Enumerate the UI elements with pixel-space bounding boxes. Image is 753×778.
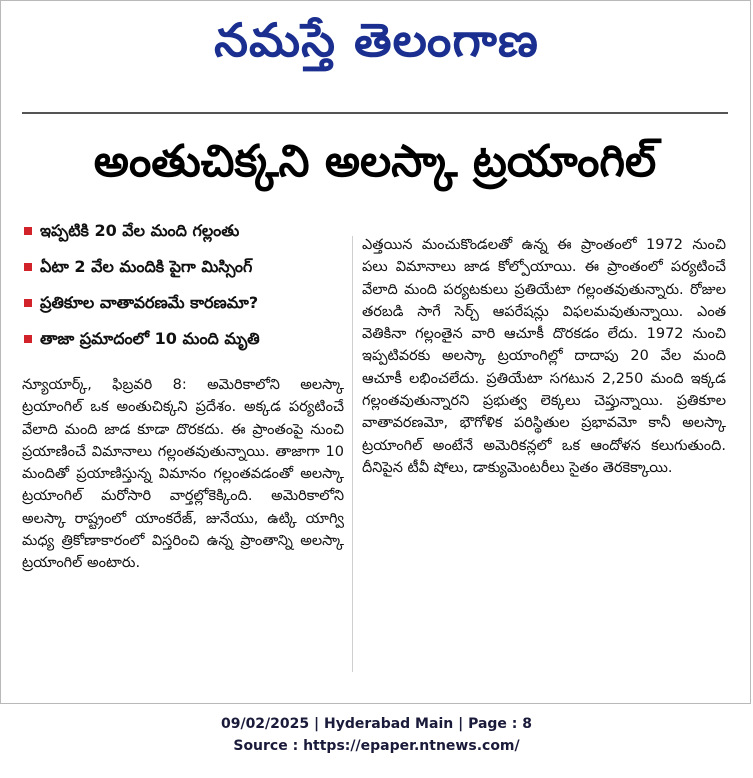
highlights-list: [22, 216, 344, 360]
article-headline: అంతుచిక్కని అలస్కా ట్రయాంగిల్: [93, 136, 657, 187]
bullet-square-icon: [24, 335, 32, 343]
bullet-square-icon: [24, 299, 32, 307]
bullet-square-icon: [24, 263, 32, 271]
footer-date-edition: 09/02/2025 | Hyderabad Main | Page : 8: [220, 716, 533, 732]
highlight-text: ప్రతికూల వాతావరణమే కారణమా?: [40, 293, 259, 312]
article-body-left-column: న్యూయార్క్, ఫిబ్రవరి 8: అమెరికాలోని అలస్కా ట్రయాంగిల్ ఒక అంతుచిక్కని ప్రదేశం. అక్కడ పర్యటించే వేలాది మంది జాడ కూడా దొరకదు. ఈ ప్రాంతంపై నుంచి ప్రయాణించే విమానాలు గల్లంతవుతున్నాయి. తాజాగా 10 మందితో ప్రయాణిస్తున్న విమానం గల్లంతవడంతో అలస్కా ట్రయాంగిల్ మరోసారి వార్తల్లోకెక్కింది. అమెరికాలోని అలస్కా రాష్ట్రంలో యాంకరేజ్, జునేయు, ఉట్కి యాగ్వి మధ్య త్రికోణాకారంలో విస్తరించి ఉన్న ప్రాంతాన్ని అలస్కా ట్రయాంగిల్ అంటారు.: [22, 377, 344, 572]
newspaper-masthead: నమస్తే తెలంగాణ: [214, 13, 539, 67]
highlight-item: [22, 324, 344, 360]
highlight-text: తాజా ప్రమాదంలో 10 మంది మృతి: [40, 329, 260, 348]
highlight-text: ఇప్పటికి 20 వేల మంది గల్లంతు: [40, 221, 240, 240]
bullet-square-icon: [24, 227, 32, 235]
footer-source: Source : https://epaper.ntnews.com/: [233, 738, 520, 754]
column-divider: [352, 236, 353, 672]
highlight-item: [22, 252, 344, 288]
masthead-divider: [22, 112, 728, 114]
article-body-right-column: ఎత్తయిన మంచుకొండలతో ఉన్న ఈ ప్రాంతంలో 1972 నుంచి పలు విమానాలు జాడ కోల్పోయాయి. ఈ ప్రాంతంలో పర్యటించే వేలాది మంది పర్యటకులు ప్రతియేటా గల్లంతవుతున్నారు. రోజుల తరబడి సాగే సెర్చ్ ఆపరేషన్లు విఫలమవుతున్నాయి. ఎంత వెతికినా గల్లంతైన వారి ఆచూకీ దొరకడం లేదు. 1972 నుంచి ఇప్పటివరకు అలస్కా ట్రయాంగిల్లో దాదాపు 20 వేల మంది ఆచూకీ లభించలేదు. ప్రతియేటా సగటున 2,250 మంది ఇక్కడ గల్లంతవుతున్నారని ప్రభుత్వ లెక్కలు చెప్తున్నాయి. ప్రతికూల వాతావరణమో, భౌగోళిక పరిస్థితుల ప్రభావమో కానీ అలస్కా ట్రయాంగిల్ అంటేనే అమెరికన్లలో ఒక ఆందోళన కలుగుతుంది. దీనిపైన టీవీ షోలు, డాక్యుమెంటరీలు సైతం తెరకెక్కాయి.: [362, 237, 726, 476]
highlight-text: ఏటా 2 వేల మందికి పైగా మిస్సింగ్: [40, 257, 253, 276]
highlight-item: [22, 288, 344, 324]
highlight-item: [22, 216, 344, 252]
